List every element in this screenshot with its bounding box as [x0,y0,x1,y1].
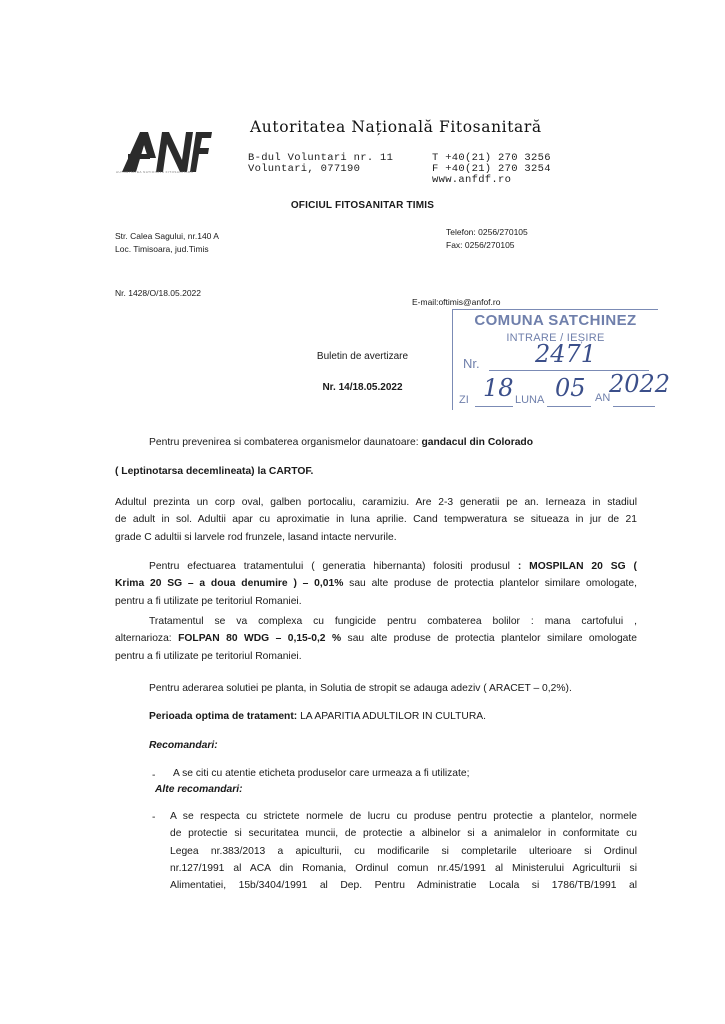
other-recommendation-dash: - [152,812,156,823]
paragraph-optimal-period: Perioada optima de tratament: LA APARITIA ADULTILOR IN CULTURA. [149,711,487,722]
recommendation-item-1: A se citi cu atentie eticheta produselor care urmeaza a fi utilizate; [173,768,470,779]
stamp-nr-label: Nr. [463,356,480,371]
authority-name: Autoritatea Națională Fitosanitară [250,118,542,136]
stamp-an-value: 2022 [609,370,671,398]
pest-name: gandacul din Colorado [421,437,534,448]
address-line-1: B-dul Voluntari nr. 11 [248,152,394,164]
registration-number: Nr. 1428/O/18.05.2022 [115,288,202,298]
alte-line-5: Alimentatiei, 15b/3404/1991 al Dep. Pentru Administratie Locala si 1786/TB/1991 al [170,880,637,892]
paragraph-treatment [115,558,637,610]
alte-line-4: nr.127/1991 al ACA din Romania, Ordinul comun nr.45/1991 al Ministerului Agriculturii si [170,862,637,874]
alte-line-1: A se respecta cu strictete normele de lucru cu produse pentru protectie a plantelor, normele [170,811,637,822]
recommendations-heading: Recomandari: [149,740,218,751]
stamp-an-label: AN [595,392,611,404]
alte-line-3: Legea nr.383/2013 a apiculturii, cu modificarile si completarile ulterioare si Ordinul [170,845,637,857]
phone: T +40(21) 270 3256 [432,152,551,164]
stamp-nr-value: 2471 [535,340,597,368]
stamp-title: COMUNA SATCHINEZ [474,312,637,329]
other-recommendation-item-1 [170,808,637,894]
anf-logo [120,128,212,174]
office-fax: Fax: 0256/270105 [446,240,515,250]
paragraph-adhesive: Pentru aderarea solutiei pe planta, in Solutia de stropit se adauga adeziv ( ARACET – 0,2%). [149,683,572,694]
office-email: E-mail:oftimis@anfof.ro [412,297,501,307]
website: www.anfdf.ro [432,174,512,186]
stamp-luna-value: 05 [555,374,586,402]
other-recommendations-heading: Alte recomandari: [155,784,243,795]
paragraph-fungicide [115,613,637,665]
alte-line-2: de protectie si securitatea muncii, de protectie a albinelor si a animalelor in conformitate cu [170,828,637,840]
p2-line-3: pentru a fi utilizate pe teritoriul Romaniei. [115,595,302,607]
bulletin-title: Buletin de avertizare [316,351,409,362]
stamp-zi-label: ZI [459,394,469,406]
p1-line-1: Adultul prezinta un corp oval, galben portocaliu, caramiziu. Are 2-3 generatii pe an. Ierneaza in stadiul [115,497,637,508]
recommendation-dash: - [152,770,156,781]
office-title: OFICIUL FITOSANITAR TIMIS [290,200,435,211]
p1-line-3: grade C adultii si larvele rod frunzele, lasand intacte nervurile. [115,531,397,543]
fax: F +40(21) 270 3254 [432,163,551,175]
p3-line-1: Tratamentul se va complexa cu fungicide pentru combaterea bolilor : mana cartofului , [149,616,637,627]
stamp-zi-value: 18 [483,374,514,402]
address-line-2: Voluntari, 077190 [248,163,361,175]
office-street: Str. Calea Sagului, nr.140 A [115,231,219,241]
office-locality: Loc. Timisoara, jud.Timis [115,244,209,254]
intro-line-2: ( Leptinotarsa decemlineata) la CARTOF. [115,466,314,477]
p3-line-2: alternarioza: FOLPAN 80 WDG – 0,15-0,2 % sau alte produse de protectia plantelor similare omologate [115,633,637,645]
p3-line-3: pentru a fi utilizate pe teritoriul Romaniei. [115,650,302,662]
stamp-luna-label: LUNA [515,394,545,406]
office-telefon: Telefon: 0256/270105 [446,227,528,237]
p1-line-2: de adult in sol. Adultii apar cu aproximatie in luna aprilie. Cand tempweratura se situeaza in jur de 21 [115,514,637,526]
intro-line-1: Pentru prevenirea si combaterea organismelor daunatoare: gandacul din Colorado [149,437,534,448]
logo-tagline: AUTORITATEA NATIONALA FITOSANITARA [116,170,194,174]
p2-line-1: Pentru efectuarea tratamentului ( generatia hibernanta) folositi produsul : MOSPILAN 20 SG ( [149,561,637,572]
bulletin-number: Nr. 14/18.05.2022 [322,382,403,393]
stamp-subtitle: INTRARE / IEȘIRE [506,332,605,344]
paragraph-description [115,494,637,546]
p2-line-2: Krima 20 SG – a doua denumire ) – 0,01% sau alte produse de protectia plantelor similare omologate, [115,578,637,590]
